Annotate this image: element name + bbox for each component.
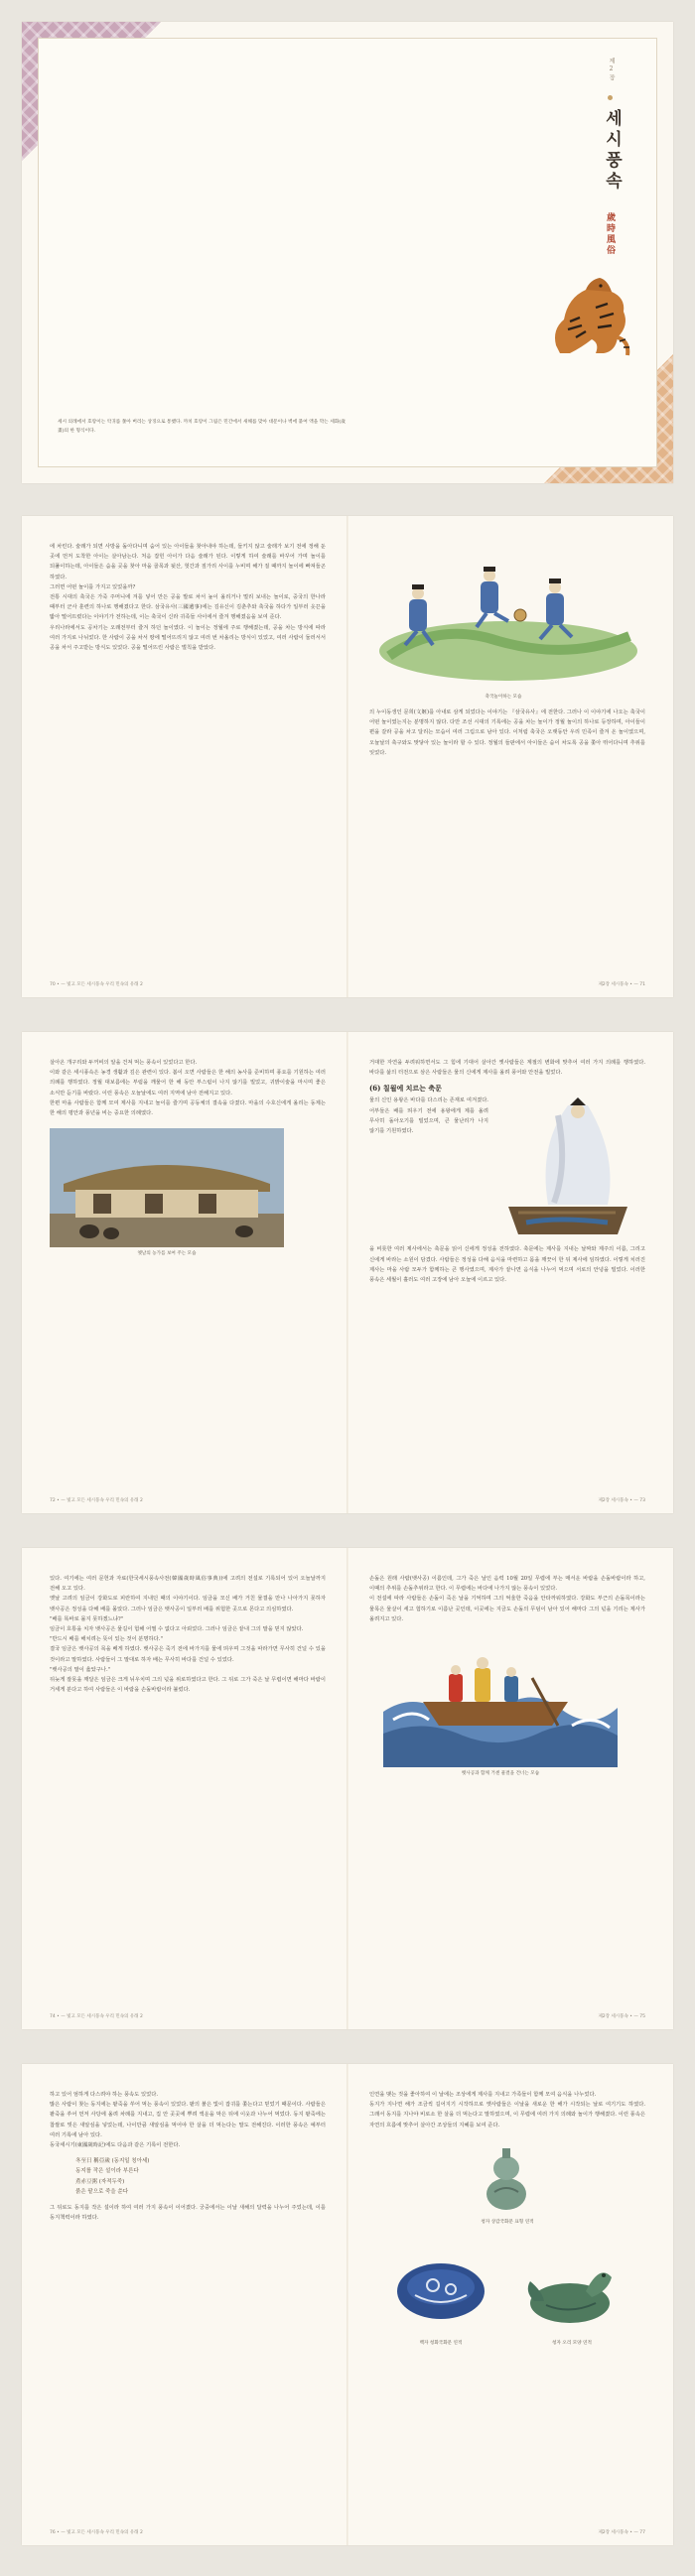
celadon-gourd-icon (477, 2142, 536, 2212)
page-right (348, 2064, 673, 2545)
page-footer: 76 • — 빛고 모든 세시풍속 우리 민속의 유래 2 (50, 2530, 143, 2535)
section-block (369, 1095, 645, 1244)
body-text: 물의 신인 용왕은 바다를 다스리는 존재로 여겨졌다. 어부들은 배를 띄우기 전에 용왕에게 제를 올려 무사히 돌아오기를 빌었으며, 큰 물난리가 나지 않기를 기원하였다. (369, 1097, 488, 1135)
body-text: 을 비롯한 여러 제사에서는 축문을 읽어 신에게 정성을 전하였다. 축문에는 제사를 지내는 날짜와 제주의 이름, 그리고 신에게 바라는 소원이 담겼다. 사람들은 정성을 다해 음식을 마련하고 몸을 깨끗이 한 뒤 제사에 임하였다. 이렇게 치러진 제사는 마을 사람 모두가 함께하는 큰 행사였으며, 제사가 끝나면 음식을 나누어 먹으며 서로의 안녕을 빌었다. 이러한 풍속은 세월이 흘러도 여러 고장에 남아 오늘에 이르고 있다. (369, 1246, 645, 1284)
page-footer: 제2장 세시풍속 • — 75 (598, 2014, 645, 2019)
page-left (22, 2064, 348, 2545)
cover-caption: 세시 의례에서 호랑이는 악귀를 쫓아 버리는 상징으로 통했다. 까치 호랑이 그림은 민간에서 새해를 맞아 대문이나 벽에 붙여 액을 막는 세화(歲畫)의 한 형식이다. (58, 420, 346, 434)
page-footer: 72 • — 빛고 모든 세시풍속 우리 민속의 유래 2 (50, 1498, 143, 1503)
figure-caption: 옛날의 농가를 보여 주는 모습 (137, 1251, 197, 1257)
page-footer: 70 • — 빛고 모든 세시풍속 우리 민속의 유래 2 (50, 982, 143, 987)
cover-page (22, 22, 673, 483)
chapter-dot (608, 95, 613, 100)
page-left (22, 1032, 348, 1513)
artifact-caption: 백자 청화국화문 연적 (419, 2340, 463, 2346)
boat-illustration (383, 1638, 618, 1767)
artifact-caption: 청자 오리 모양 연적 (552, 2340, 592, 2346)
ritual-illustration (498, 1095, 645, 1244)
page-right (348, 1548, 673, 2029)
football-illustration (369, 542, 637, 691)
body-text: 그 뒤로도 동지를 작은 설이라 하여 여러 가지 풍속이 이어졌다. 궁중에서는 이날 새해의 달력을 나누어 주었는데, 이를 동지책력이라 하였다. (50, 2205, 326, 2222)
body-text: 의 누이동생인 문희(文姬)를 아내로 삼게 되었다는 이야기는 『삼국유사』에 전한다. 그러나 이 이야기에 나오는 축국이 어떤 놀이였는지는 분명하지 않다. 다만 조선 시대의 기록에는 공을 차는 놀이가 정월 놀이의 하나로 등장하며, 아이들이 편을 갈라 공을 차고 달리는 모습이 여러 그림으로 남아 있다. 이처럼 축국은 오랫동안 우리 민족이 즐겨 온 놀이였으며, 오늘날의 축구와도 맞닿아 있는 놀이라 할 수 있다. 정월의 들판에서 아이들은 숨이 차도록 공을 쫓아 뛰어다니며 추위를 잊었다. (369, 709, 645, 756)
body-text: 인연을 맺는 것을 좋아하여 이 날에는 조상에게 제사를 지내고 가족들이 함께 모여 음식을 나누었다. 동지가 지나면 해가 조금씩 길어지기 시작하므로 옛사람들은 이날을 새로운 한 해가 시작되는 날로 여기기도 하였다. 그래서 동지를 지나야 비로소 한 살을 더 먹는다고 말하였으며, 이 무렵에 여러 가지 의례와 놀이가 행해졌다. 이런 풍속은 자연의 흐름에 맞추어 살아간 조상들의 지혜를 보여 준다. (369, 2092, 645, 2128)
body-text: 거대한 자연을 두려워하면서도 그 힘에 기대어 살아간 옛사람들은 계절의 변화에 맞추어 여러 가지 의례를 행하였다. 바다를 삶의 터전으로 삼은 사람들은 물의 신에게 제사를 올려 풍어와 안전을 빌었다. (369, 1060, 645, 1077)
chapter-title: 세시풍속 (602, 109, 622, 193)
farmhouse-photo (50, 1128, 284, 1247)
page-right (348, 1032, 673, 1513)
artifact-caption: 청자 상감국화문 표형 연적 (481, 2219, 534, 2225)
figure-caption: 축국놀이하는 모습 (485, 695, 522, 700)
quote-block: 冬至日 稱亞歲 (동지일 칭아세) 동지를 작은 설이라 부른다 煮赤豆粥 (자적두죽) 붉은 팥으로 죽을 쑨다 (75, 2158, 150, 2195)
spread-1 (22, 516, 673, 997)
spread-4 (22, 2064, 673, 2545)
body-text: 살아온 개구리와 두꺼비의 알을 건져 먹는 풍속이 있었다고 한다. 이와 같은 세시풍속은 농경 생활과 깊은 관련이 있다. 봄이 오면 사람들은 한 해의 농사를 준비하며 풍요를 기원하는 여러 의례를 행하였다. 정월 대보름에는 부럼을 깨물어 한 해 동안 부스럼이 나지 않기를 빌었고, 귀밝이술을 마시며 좋은 소식만 듣기를 바랐다. 이런 풍속은 오늘날에도 여러 지역에 남아 전해지고 있다. 한편 마을 사람들은 함께 모여 제사를 지내고 놀이를 즐기며 공동체의 결속을 다졌다. 마을의 수호신에게 올리는 동제는 한 해의 평안과 풍년을 비는 중요한 의례였다. (50, 1060, 326, 1117)
page-left (22, 1548, 348, 2029)
spread-3 (22, 1548, 673, 2029)
chapter-label: 제2장 (608, 58, 615, 82)
artifact-gallery (369, 2142, 645, 2390)
blue-white-porcelain-icon (393, 2252, 488, 2331)
cover-frame (38, 38, 657, 467)
page-footer: 74 • — 빛고 모든 세시풍속 우리 민속의 유래 2 (50, 2014, 143, 2019)
farmhouse-scene (50, 1128, 284, 1247)
page-left (22, 516, 348, 997)
boat-scene (383, 1638, 618, 1767)
page-footer: 제2장 세시풍속 • — 71 (598, 982, 645, 987)
page-footer: 제2장 세시풍속 • — 73 (598, 1498, 645, 1503)
chapter-hanja: 歲時風俗 (605, 212, 615, 256)
spread-2 (22, 1032, 673, 1513)
body-text: 손돌은 원래 사람(뱃사공) 이름인데, 그가 죽은 날인 음력 10월 20일 무렵에 부는 매서운 바람을 손돌바람이라 하고, 이때의 추위를 손돌추위라고 한다. 이 무렵에는 바다에 나가지 않는 풍속이 있었다. 이 전설에 따라 사람들은 손돌이 죽은 날을 기억하며 그의 억울한 죽음을 안타까워하였다. 강화도 부근의 손돌목이라는 물목은 물살이 세고 험하기로 이름난 곳인데, 이곳에는 지금도 손돌의 무덤이 남아 있어 해마다 그의 넋을 기리는 제사가 올려지고 있다. (369, 1576, 645, 1622)
body-text: 하고 있어 엄하게 다스려야 하는 풍속도 있었다. 많은 사람이 찾는 동지에는 팥죽을 쑤어 먹는 풍속이 있었다. 팥의 붉은 빛이 잡귀를 쫓는다고 믿었기 때문이다. 사람들은 팥죽을 쑤어 먼저 사당에 올려 차례를 지내고, 집 안 곳곳에 뿌려 액운을 막은 뒤에 이웃과 나누어 먹었다. 동지 팥죽에는 찹쌀로 빚은 새알심을 넣었는데, 나이만큼 새알심을 먹어야 한 살을 더 먹는다는 말도 전해진다. 이러한 풍속은 예부터 여러 기록에 남아 있다. 동국세시기(東國歲時記)에도 다음과 같은 기록이 전한다. (50, 2092, 326, 2149)
body-text: 있다. 여기에는 여러 문헌과 자료(한국세시풍속사전(韓國歲時風俗事典))에 고려의 전설로 기록되어 있어 오늘날까지 전해 오고 있다. 옛날 고려의 임금이 강화도로 피란하여 지내던 때의 이야기이다. 임금을 모신 배가 거친 물결을 만나 나아가지 못하자 뱃사공은 정성을 다해 배를 몰았다. 그러나 임금은 뱃사공이 일부러 배를 위험한 곳으로 몬다고 의심하였다. "배를 똑바로 몰지 못하겠느냐?" 임금이 호통을 치자 뱃사공은 물길이 험해 어쩔 수 없다고 아뢰었다. 그러나 임금은 끝내 그의 말을 믿지 않았다. "반드시 배를 해치려는 뜻이 있는 것이 분명하다." 결국 임금은 뱃사공의 목을 베게 하였다. 뱃사공은 죽기 전에 바가지를 물에 띄우며 그것을 따라가면 무사히 건널 수 있을 것이라고 말하였다. 사람들이 그 말대로 하자 배는 무사히 바다를 건널 수 있었다. "뱃사공의 말이 옳았구나." 뒤늦게 잘못을 깨달은 임금은 크게 뉘우치며 그의 넋을 위로하였다고 한다. 그 뒤로 그가 죽은 날 무렵이면 해마다 바람이 거세게 분다고 하여 사람들은 이 바람을 손돌바람이라 불렀다. (50, 1576, 326, 1694)
tiger-illustration (546, 268, 633, 359)
page-right (348, 516, 673, 997)
football-scene (369, 542, 637, 691)
body-text: 에 차린다. 술래가 되면 사방을 돌아다니며 숨어 있는 아이들을 찾아내야 하는데, 들키지 않고 술래가 보기 전에 정해 둔 곳에 먼저 도착한 아이는 살아남는다. 처음 잡힌 아이가 다음 술래가 된다. 이렇게 하여 술래를 바꾸어 가며 놀이를 되풀이하는데, 아이들은 숨을 곳을 찾아 마을 골목과 뒷산, 헛간과 짚가리 사이를 누비며 해가 질 때까지 놀이에 빠져들곤 하였다. 그러면 어떤 놀이를 가지고 있었을까? 전통 시대의 축국은 가죽 주머니에 겨를 넣어 만든 공을 발로 차서 높이 올리거나 멀리 보내는 놀이로, 중국의 한나라 때부터 군사 훈련의 하나로 행해졌다고 한다. 삼국유사(三國遺事)에는 김유신이 김춘추와 축국을 하다가 일부러 옷끈을 밟아 떨어뜨렸다는 이야기가 전하는데, 이는 축국이 신라 귀족들 사이에서 즐겨 행해졌음을 보여 준다. 우리나라에서도 공차기는 오래전부터 즐겨 하던 놀이였다. 이 놀이는 정월에 주로 행해졌는데, 공을 차는 방식에 따라 여러 가지로 나뉘었다. 한 사람이 공을 차서 땅에 떨어뜨리지 않고 여러 번 차올리는 방식이 있었고, 여러 사람이 둘러서서 공을 차서 주고받는 방식도 있었다. 공을 떨어뜨린 사람은 벌칙을 받았다. (50, 544, 326, 652)
page-footer: 제2장 세시풍속 • — 77 (598, 2530, 645, 2535)
section-heading: (6) 칠월에 치르는 축문 (369, 1084, 442, 1094)
celadon-duck-icon (520, 2252, 620, 2331)
figure-caption: 뱃사공과 함께 거센 물결을 건너는 모습 (461, 1771, 540, 1777)
